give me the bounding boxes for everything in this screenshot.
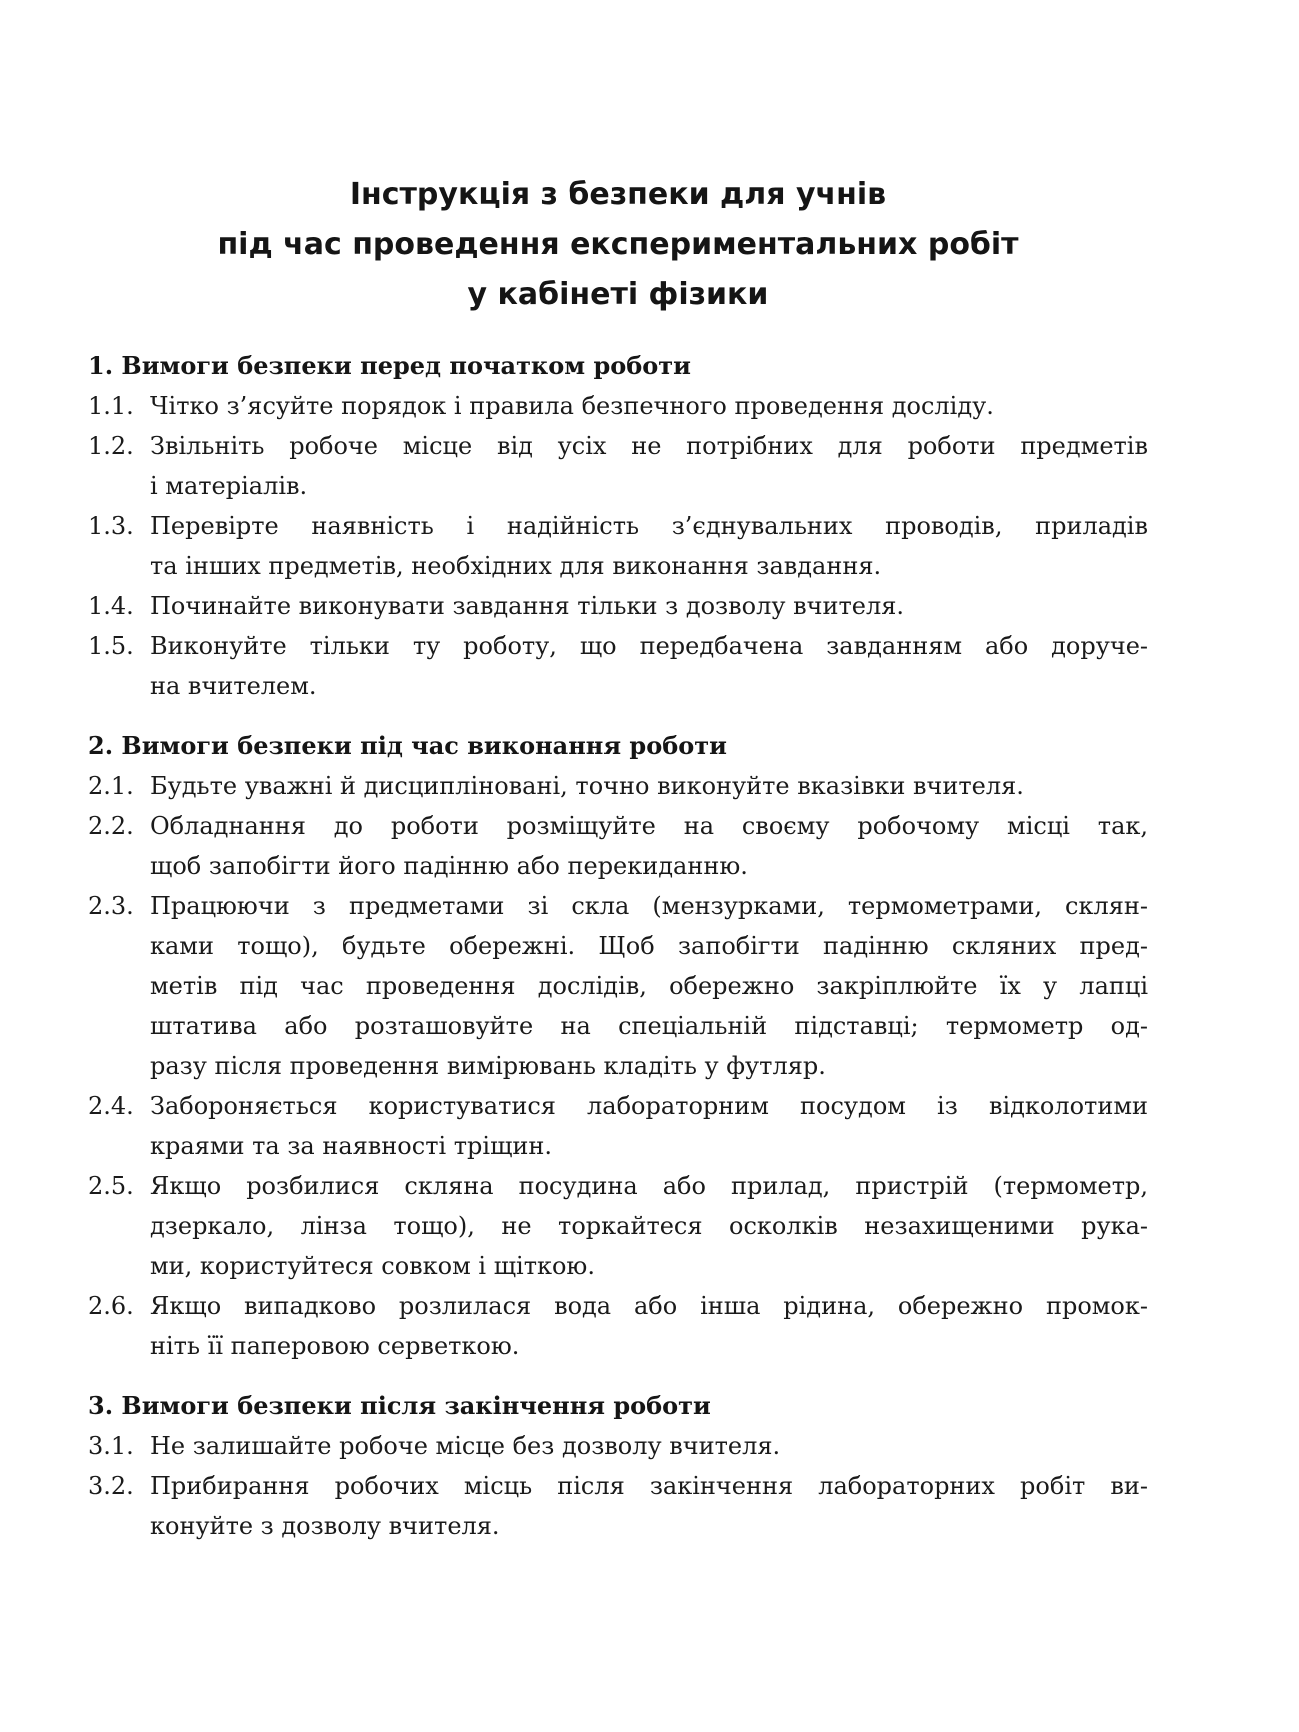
item-text-line: ми, користуйтеся совком і щіткою. xyxy=(150,1252,595,1280)
item-text-line: Якщо випадково розлилася вода або інша рідина, обережно промок- xyxy=(150,1292,1148,1320)
item-text xyxy=(150,886,1148,1086)
item-text-line: метів під час проведення дослідів, обережно закріплюйте їх у лапці xyxy=(150,972,1148,1000)
item-text-line: конуйте з дозволу вчителя. xyxy=(150,1512,500,1540)
section-heading: 1. Вимоги безпеки перед початком роботи xyxy=(88,351,691,380)
section-3 xyxy=(88,1386,1148,1546)
item-text-line: Звільніть робоче місце від усіх не потрібних для роботи предметів xyxy=(150,432,1148,460)
item-number: 2.4. xyxy=(88,1092,134,1120)
item-number: 3.1. xyxy=(88,1432,134,1460)
item-text xyxy=(150,1286,1148,1366)
item-text-line: Не залишайте робоче місце без дозволу вчителя. xyxy=(150,1432,781,1460)
title-line: Інструкція з безпеки для учнів xyxy=(349,177,887,212)
list-item xyxy=(88,1286,1148,1366)
item-number: 2.3. xyxy=(88,892,134,920)
item-text-line: Якщо розбилися скляна посудина або прилад, пристрій (термометр, xyxy=(150,1172,1148,1200)
item-number: 2.5. xyxy=(88,1172,134,1200)
item-number: 3.2. xyxy=(88,1472,134,1500)
item-text xyxy=(150,806,1148,886)
item-number: 2.6. xyxy=(88,1292,134,1320)
item-text xyxy=(150,1086,1148,1166)
item-text xyxy=(150,1426,1148,1466)
item-number: 1.3. xyxy=(88,512,134,540)
list-item xyxy=(88,806,1148,886)
item-text-line: Виконуйте тільки ту роботу, що передбачена завданням або доруче- xyxy=(150,632,1148,660)
item-text-line: Працюючи з предметами зі скла (мензурками, термометрами, склян- xyxy=(150,892,1148,920)
item-text-line: дзеркало, лінза тощо), не торкайтеся осколків незахищеними рука- xyxy=(150,1212,1148,1240)
item-number: 2.2. xyxy=(88,812,134,840)
item-text-line: на вчителем. xyxy=(150,672,317,700)
item-text xyxy=(150,586,1148,626)
item-text xyxy=(150,766,1148,806)
item-text-line: Починайте виконувати завдання тільки з дозволу вчителя. xyxy=(150,592,904,620)
item-text-line: щоб запобігти його падінню або перекиданню. xyxy=(150,852,748,880)
list-item xyxy=(88,766,1148,806)
section-1 xyxy=(88,346,1148,706)
title-line: у кабінеті фізики xyxy=(467,277,769,312)
item-number: 1.2. xyxy=(88,432,134,460)
list-item xyxy=(88,586,1148,626)
item-text xyxy=(150,626,1148,706)
item-text-line: Будьте уважні й дисципліновані, точно виконуйте вказівки вчителя. xyxy=(150,772,1024,800)
item-text xyxy=(150,386,1148,426)
item-text xyxy=(150,506,1148,586)
item-number: 2.1. xyxy=(88,772,134,800)
item-text-line: штатива або розташовуйте на спеціальній підставці; термометр од- xyxy=(150,1012,1148,1040)
item-text-line: та інших предметів, необхідних для виконання завдання. xyxy=(150,552,882,580)
list-item xyxy=(88,386,1148,426)
item-number: 1.1. xyxy=(88,392,134,420)
item-text-line: краями та за наявності тріщин. xyxy=(150,1132,553,1160)
item-text-line: разу після проведення вимірювань кладіть у футляр. xyxy=(150,1052,826,1080)
list-item xyxy=(88,886,1148,1086)
list-item xyxy=(88,1166,1148,1286)
item-text-line: Прибирання робочих місць після закінчення лабораторних робіт ви- xyxy=(150,1472,1148,1500)
list-item xyxy=(88,1426,1148,1466)
section-heading: 2. Вимоги безпеки під час виконання роботи xyxy=(88,731,727,760)
list-item xyxy=(88,506,1148,586)
item-text-line: Чітко з’ясуйте порядок і правила безпечного проведення досліду. xyxy=(150,392,994,420)
section-2 xyxy=(88,726,1148,1366)
item-text-line: і матеріалів. xyxy=(150,472,308,500)
item-text xyxy=(150,426,1148,506)
item-text xyxy=(150,1166,1148,1286)
item-text xyxy=(150,1466,1148,1546)
document-title xyxy=(88,170,1148,320)
item-number: 1.4. xyxy=(88,592,134,620)
title-line: під час проведення експериментальних робіт xyxy=(217,227,1019,262)
item-text-line: ками тощо), будьте обережні. Щоб запобігти падінню скляних пред- xyxy=(150,932,1148,960)
item-text-line: Обладнання до роботи розміщуйте на своєму робочому місці так, xyxy=(150,812,1148,840)
section-heading: 3. Вимоги безпеки після закінчення роботи xyxy=(88,1391,711,1420)
item-number: 1.5. xyxy=(88,632,134,660)
list-item xyxy=(88,626,1148,706)
list-item xyxy=(88,426,1148,506)
item-text-line: Забороняється користуватися лабораторним посудом із відколотими xyxy=(150,1092,1148,1120)
list-item xyxy=(88,1086,1148,1166)
item-text-line: Перевірте наявність і надійність з’єднувальних проводів, приладів xyxy=(150,512,1148,540)
list-item xyxy=(88,1466,1148,1546)
item-text-line: ніть її паперовою серветкою. xyxy=(150,1332,520,1360)
sections-container xyxy=(88,346,1148,1546)
document-page xyxy=(88,170,1148,1566)
